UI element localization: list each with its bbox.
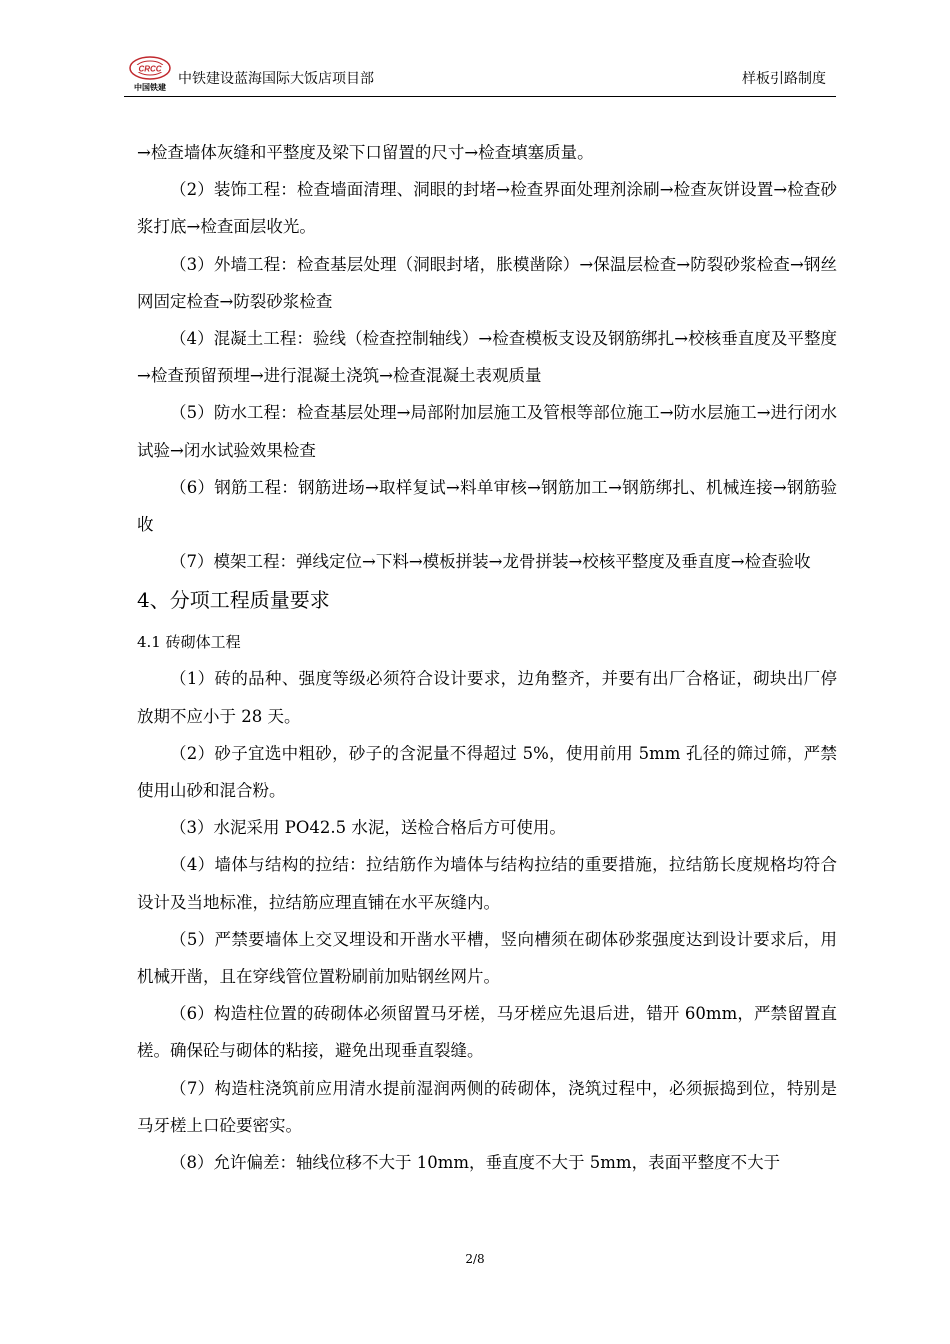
logo-text: CRCC: [138, 64, 162, 74]
lead-paragraph: →检查墙体灰缝和平整度及梁下口留置的尺寸→检查填塞质量。: [137, 143, 594, 162]
flow-item-waterproofing: （5）防水工程：检查基层处理→局部附加层施工及管根等部位施工→防水层施工→进行闭水试验→闭水试验效果检查: [137, 403, 837, 460]
subsection-heading: 4.1 砖砌体工程: [137, 633, 241, 652]
masonry-item: （5）严禁要墙体上交叉埋设和开凿水平槽，竖向槽须在砌体砂浆强度达到设计要求后，用机械开凿，且在穿线管位置粉刷前加贴钢丝网片。: [137, 929, 837, 987]
flow-item-concrete: （4）混凝土工程：验线（检查控制轴线）→检查模板支设及钢筋绑扎→校核垂直度及平整度→检查预留预埋→进行混凝土浇筑→检查混凝土表观质量: [137, 329, 837, 386]
page-header: [124, 52, 836, 97]
masonry-item: （2）砂子宜选中粗砂，砂子的含泥量不得超过 5%，使用前用 5mm 孔径的筛过筛，严禁使用山砂和混合粉。: [137, 743, 837, 801]
masonry-item: （3）水泥采用 PO42.5 水泥，送检合格后方可使用。: [170, 818, 566, 838]
masonry-item: （6）构造柱位置的砖砌体必须留置马牙槎，马牙槎应先退后进，错开 60mm，严禁留置直槎。确保砼与砌体的粘接，避免出现垂直裂缝。: [137, 1004, 837, 1061]
flow-item-exterior-wall: （3）外墙工程：检查基层处理（洞眼封堵，胀模凿除）→保温层检查→防裂砂浆检查→钢丝网固定检查→防裂砂浆检查: [137, 254, 837, 311]
flow-item-formwork: （7）模架工程：弹线定位→下料→模板拼装→龙骨拼装→校核平整度及垂直度→检查验收: [170, 552, 811, 572]
section-heading: 4、分项工程质量要求: [137, 588, 330, 613]
crcc-logo: [124, 54, 176, 94]
masonry-item: （7）构造柱浇筑前应用清水提前湿润两侧的砖砌体，浇筑过程中，必须振捣到位，特别是马牙槎上口砼要密实。: [137, 1078, 837, 1135]
header-org-name: 中铁建设蓝海国际大饭店项目部: [178, 71, 374, 87]
masonry-item: （4）墙体与结构的拉结：拉结筋作为墙体与结构拉结的重要措施，拉结筋长度规格均符合设计及当地标准，拉结筋应理直铺在水平灰缝内。: [137, 855, 837, 912]
flow-item-rebar: （6）钢筋工程：钢筋进场→取样复试→料单审核→钢筋加工→钢筋绑扎、机械连接→钢筋验收: [137, 477, 837, 535]
page-number: 2/8: [465, 1252, 485, 1266]
logo-subtext: 中国铁建: [134, 83, 166, 92]
flow-item-decoration: （2）装饰工程：检查墙面清理、洞眼的封堵→检查界面处理剂涂刷→检查灰饼设置→检查砂浆打底→检查面层收光。: [137, 180, 837, 237]
masonry-item: （8）允许偏差：轴线位移不大于 10mm，垂直度不大于 5mm，表面平整度不大于: [170, 1153, 781, 1173]
document-body: [137, 134, 837, 1181]
header-doc-title: 样板引路制度: [742, 71, 826, 87]
masonry-item: （1）砖的品种、强度等级必须符合设计要求，边角整齐，并要有出厂合格证，砌块出厂停放期不应小于 28 天。: [137, 669, 837, 726]
